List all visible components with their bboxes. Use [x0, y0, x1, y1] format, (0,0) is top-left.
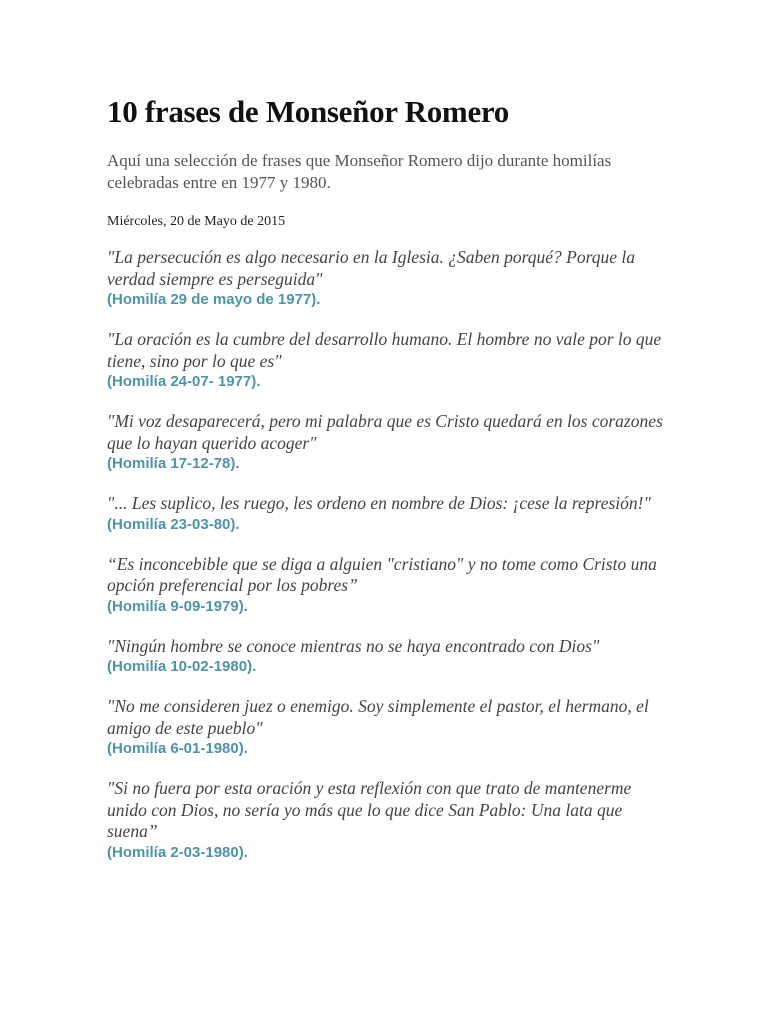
quote-text: "No me consideren juez o enemigo. Soy simplemente el pastor, el hermano, el amigo de este pueblo": [107, 696, 649, 738]
quote-source: (Homilía 9-09-1979).: [107, 597, 248, 615]
quote-item: [107, 696, 667, 759]
quote-item: [107, 636, 667, 678]
article-title: 10 frases de Monseñor Romero: [107, 94, 510, 129]
article-date: Miércoles, 20 de Mayo de 2015: [107, 214, 286, 229]
quote-item: [107, 247, 667, 310]
quote-source: (Homilía 10-02-1980).: [107, 658, 257, 675]
quote-item: [107, 329, 667, 392]
quote-source: (Homilía 17-12-78).: [107, 455, 240, 472]
quote-text: "Si no fuera por esta oración y esta reflexión con que trato de mantenerme unido con Dios, no sería yo más que lo que dice San Pablo: Una lata que suena”: [107, 778, 632, 841]
quote-list: [107, 247, 667, 863]
quote-item: [107, 493, 667, 535]
quote-item: [107, 778, 667, 863]
quote-text: "La persecución es algo necesario en la Iglesia. ¿Saben porqué? Porque la verdad siempre es perseguida": [107, 247, 636, 289]
quote-text: “Es inconcebible que se diga a alguien "cristiano" y no tome como Cristo una opción preferencial por los pobres”: [107, 553, 657, 595]
article-subtitle: Aquí una selección de frases que Monseñor Romero dijo durante homilías celebradas entre en 1977 y 1980.: [107, 151, 612, 192]
quote-item: [107, 411, 667, 474]
quote-source: (Homilía 6-01-1980).: [107, 740, 248, 757]
quote-source: (Homilía 23-03-80).: [107, 515, 240, 533]
quote-item: [107, 554, 667, 617]
quote-text: "... Les suplico, les ruego, les ordeno en nombre de Dios: ¡cese la represión!": [107, 493, 651, 513]
quote-text: "Mi voz desaparecerá, pero mi palabra que es Cristo quedará en los corazones que lo hayan querido acoger": [107, 411, 663, 453]
quote-text: "La oración es la cumbre del desarrollo humano. El hombre no vale por lo que tiene, sino por lo que es": [107, 329, 662, 371]
quote-source: (Homilía 24-07- 1977).: [107, 373, 261, 390]
article: [107, 94, 667, 882]
quote-source: (Homilía 2-03-1980).: [107, 843, 248, 861]
quote-source: (Homilía 29 de mayo de 1977).: [107, 291, 321, 308]
quote-text: "Ningún hombre se conoce mientras no se haya encontrado con Dios": [107, 635, 600, 656]
